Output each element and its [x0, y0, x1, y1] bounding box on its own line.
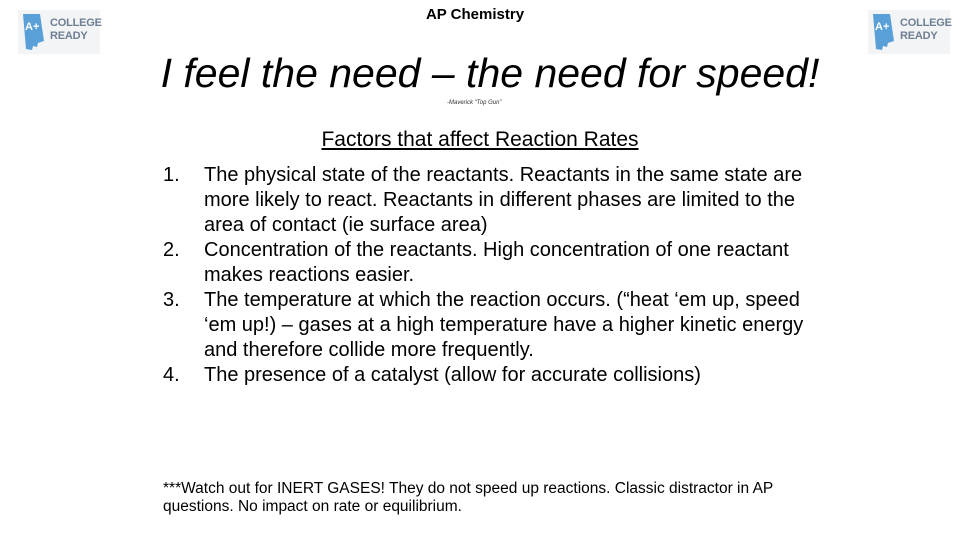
- course-title: AP Chemistry: [425, 6, 525, 23]
- list-item: [163, 163, 813, 238]
- slide-title: I feel the need – the need for speed!: [160, 50, 820, 96]
- section-heading: Factors that affect Reaction Rates: [321, 128, 639, 151]
- logo-text-line2: READY: [900, 30, 938, 42]
- svg-text:A+: A+: [25, 21, 40, 33]
- list-item-text: The physical state of the reactants. Reactants in the same state are more likely to react. Reactants in different phases are limited to the area of contact (ie surface area): [204, 164, 803, 236]
- list-item: [163, 363, 813, 388]
- inert-gas-note: ***Watch out for INERT GASES! They do not speed up reactions. Classic distractor in AP questions. No impact on rate or equilibrium.: [163, 480, 773, 515]
- list-item: [163, 288, 813, 363]
- list-item-text: The temperature at which the reaction occurs. (“heat ‘em up, speed ‘em up!) – gases at a high temperature have a higher kinetic energy and therefore collide more frequently.: [204, 289, 804, 361]
- list-item: [163, 238, 813, 288]
- list-item-number: 4.: [163, 364, 180, 386]
- logo-text-line1: COLLEGE: [50, 17, 102, 29]
- list-item-number: 1.: [163, 164, 180, 186]
- factors-list: [163, 163, 813, 388]
- logo-text-line1: COLLEGE: [900, 17, 952, 29]
- list-item-text: The presence of a catalyst (allow for accurate collisions): [204, 364, 701, 386]
- list-item-number: 2.: [163, 239, 180, 261]
- quote-attribution: -Maverick “Top Gun”: [447, 100, 502, 106]
- logo-text-line2: READY: [50, 30, 88, 42]
- list-item-number: 3.: [163, 289, 180, 311]
- list-item-text: Concentration of the reactants. High concentration of one reactant makes reactions easier.: [204, 239, 789, 286]
- svg-text:A+: A+: [875, 21, 890, 33]
